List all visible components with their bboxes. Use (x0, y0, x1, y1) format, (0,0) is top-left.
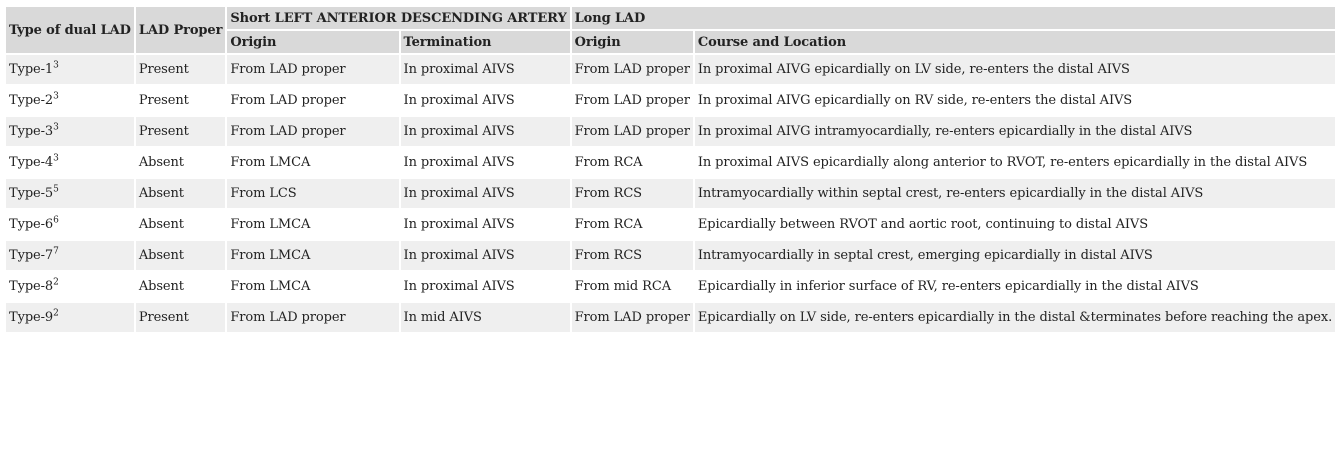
table-row (6, 117, 1335, 146)
cell-long-course: In proximal AIVG intramyocardially, re-enters epicardially in the distal AIVS (695, 117, 1335, 146)
cell-type (6, 86, 134, 115)
table-row (6, 303, 1335, 332)
header-row-top (6, 7, 1335, 29)
cell-long-course: Intramyocardially in septal crest, emerging epicardially in distal AIVS (695, 241, 1335, 270)
type-label: Type-2 (9, 93, 54, 108)
cell-short-origin: From LCS (227, 179, 398, 208)
cell-long-origin: From RCS (572, 179, 693, 208)
cell-type (6, 117, 134, 146)
cell-long-origin: From LAD proper (572, 117, 693, 146)
table-header (6, 7, 1335, 53)
cell-short-origin: From LAD proper (227, 303, 398, 332)
type-label: Type-6 (9, 217, 54, 232)
cell-lad-proper: Absent (136, 148, 226, 177)
cell-long-course: In proximal AIVS epicardially along anterior to RVOT, re-enters epicardially in the distal AIVS (695, 148, 1335, 177)
type-label: Type-4 (9, 155, 54, 170)
cell-long-origin: From LAD proper (572, 86, 693, 115)
cell-long-course: In proximal AIVG epicardially on RV side, re-enters the distal AIVS (695, 86, 1335, 115)
cell-short-origin: From LMCA (227, 148, 398, 177)
cell-long-origin: From RCS (572, 241, 693, 270)
type-label: Type-7 (9, 248, 54, 263)
reference-superscript: 6 (53, 215, 59, 226)
cell-type (6, 179, 134, 208)
reference-superscript: 3 (53, 153, 59, 164)
cell-type (6, 241, 134, 270)
table-row (6, 86, 1335, 115)
reference-superscript: 2 (53, 308, 59, 319)
dual-lad-table (4, 5, 1335, 334)
cell-long-origin: From RCA (572, 148, 693, 177)
cell-type (6, 272, 134, 301)
cell-short-termination: In proximal AIVS (401, 210, 570, 239)
cell-short-termination: In proximal AIVS (401, 241, 570, 270)
cell-lad-proper: Present (136, 86, 226, 115)
table-body (6, 55, 1335, 332)
cell-long-course: Epicardially in inferior surface of RV, re-enters epicardially in the distal AIVS (695, 272, 1335, 301)
cell-short-termination: In proximal AIVS (401, 179, 570, 208)
type-label: Type-9 (9, 310, 54, 325)
cell-short-termination: In proximal AIVS (401, 148, 570, 177)
table-row (6, 272, 1335, 301)
cell-lad-proper: Absent (136, 272, 226, 301)
cell-type (6, 303, 134, 332)
cell-long-course: Epicardially between RVOT and aortic root, continuing to distal AIVS (695, 210, 1335, 239)
type-label: Type-8 (9, 279, 54, 294)
header-short-lad-group: Short LEFT ANTERIOR DESCENDING ARTERY (227, 7, 569, 29)
header-long-course: Course and Location (695, 31, 1335, 53)
cell-short-origin: From LMCA (227, 210, 398, 239)
cell-short-origin: From LAD proper (227, 86, 398, 115)
table-row (6, 148, 1335, 177)
cell-lad-proper: Absent (136, 179, 226, 208)
cell-type (6, 55, 134, 84)
header-short-origin: Origin (227, 31, 398, 53)
reference-superscript: 3 (53, 60, 59, 71)
cell-lad-proper: Present (136, 303, 226, 332)
cell-long-course: Epicardially on LV side, re-enters epicardially in the distal &terminates before reaching the apex. (695, 303, 1335, 332)
cell-type (6, 148, 134, 177)
cell-long-origin: From mid RCA (572, 272, 693, 301)
cell-short-origin: From LMCA (227, 241, 398, 270)
type-label: Type-1 (9, 62, 54, 77)
cell-type (6, 210, 134, 239)
cell-long-origin: From RCA (572, 210, 693, 239)
cell-short-termination: In proximal AIVS (401, 117, 570, 146)
cell-short-termination: In proximal AIVS (401, 55, 570, 84)
table-row (6, 55, 1335, 84)
reference-superscript: 3 (53, 91, 59, 102)
reference-superscript: 5 (53, 184, 59, 195)
header-long-lad-group: Long LAD (572, 7, 1335, 29)
cell-short-origin: From LAD proper (227, 117, 398, 146)
cell-short-origin: From LAD proper (227, 55, 398, 84)
table-row (6, 210, 1335, 239)
reference-superscript: 7 (53, 246, 59, 257)
table-row (6, 179, 1335, 208)
cell-short-termination: In proximal AIVS (401, 86, 570, 115)
cell-long-origin: From LAD proper (572, 55, 693, 84)
cell-short-termination: In proximal AIVS (401, 272, 570, 301)
type-label: Type-5 (9, 186, 54, 201)
header-type: Type of dual LAD (6, 7, 134, 53)
header-short-termination: Termination (401, 31, 570, 53)
reference-superscript: 2 (53, 277, 59, 288)
cell-lad-proper: Absent (136, 241, 226, 270)
cell-short-origin: From LMCA (227, 272, 398, 301)
reference-superscript: 3 (53, 122, 59, 133)
cell-lad-proper: Present (136, 55, 226, 84)
table-row (6, 241, 1335, 270)
cell-long-origin: From LAD proper (572, 303, 693, 332)
header-long-origin: Origin (572, 31, 693, 53)
cell-lad-proper: Absent (136, 210, 226, 239)
type-label: Type-3 (9, 124, 54, 139)
cell-short-termination: In mid AIVS (401, 303, 570, 332)
cell-long-course: Intramyocardially within septal crest, re-enters epicardially in the distal AIVS (695, 179, 1335, 208)
header-lad-proper: LAD Proper (136, 7, 226, 53)
dual-lad-table-container (4, 5, 1335, 334)
cell-lad-proper: Present (136, 117, 226, 146)
cell-long-course: In proximal AIVG epicardially on LV side, re-enters the distal AIVS (695, 55, 1335, 84)
